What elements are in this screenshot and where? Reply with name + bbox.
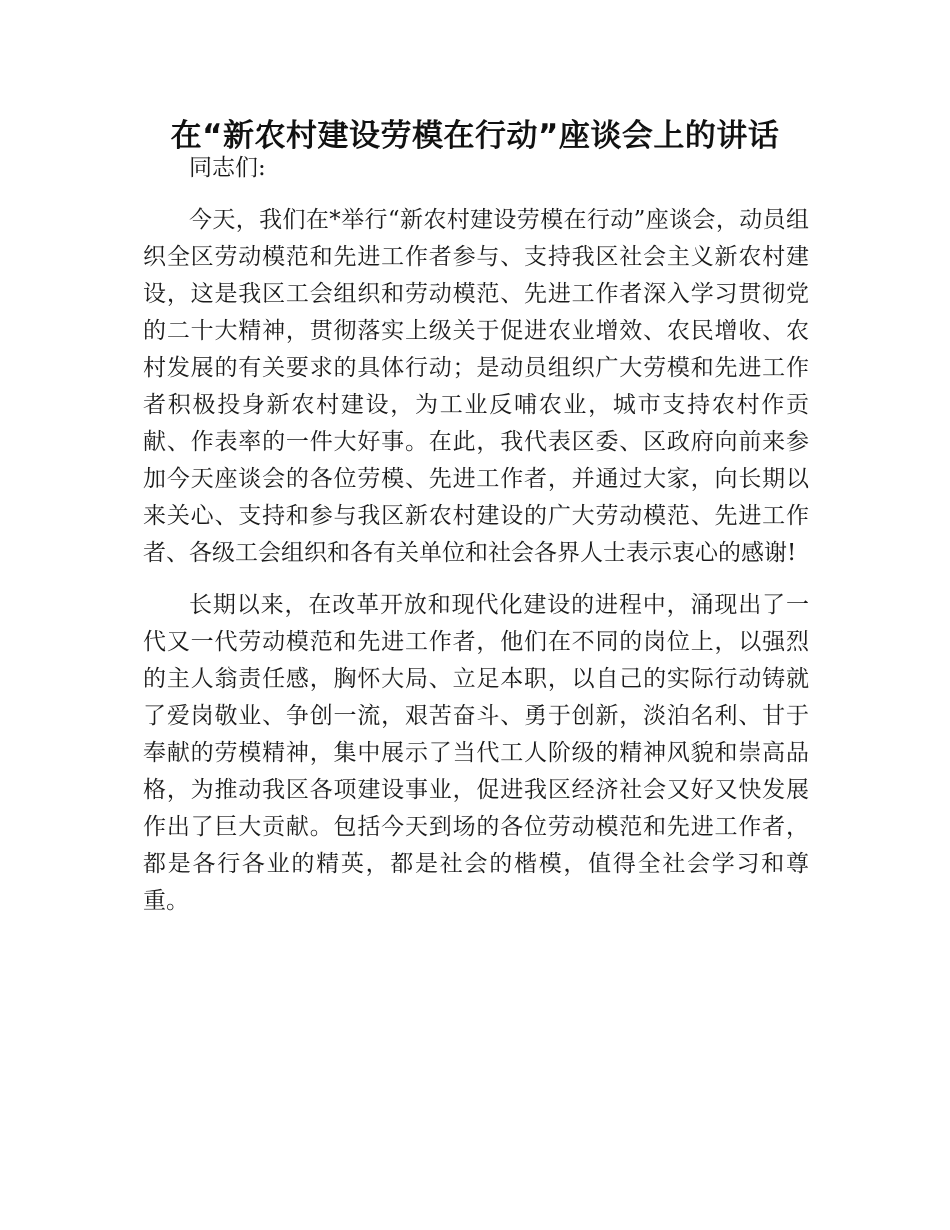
document-title: 在“新农村建设劳模在行动”座谈会上的讲话 — [170, 118, 780, 154]
paragraph-1: 今天，我们在*举行“新农村建设劳模在行动”座谈会，动员组织全区劳动模范和先进工作者参与、支持我区社会主义新农村建设，这是我区工会组织和劳动模范、先进工作者深入学习贯彻党的二十大精神，贯彻落实上级关于促进农业增效、农民增收、农村发展的有关要求的具体行动；是动员组织广大劳模和先进工作者积极投身新农村建设，为工业反哺农业，城市支持农村作贡献、作表率的一件大好事。在此，我代表区委、区政府向前来参加今天座谈会的各位劳模、先进工作者，并通过大家，向长期以来关心、支持和参与我区新农村建设的广大劳动模范、先进工作者、各级工会组织和各有关单位和社会各界人士表示衷心的感谢! — [143, 207, 809, 566]
paragraph-2: 长期以来，在改革开放和现代化建设的进程中，涌现出了一代又一代劳动模范和先进工作者，他们在不同的岗位上，以强烈的主人翁责任感，胸怀大局、立足本职，以自己的实际行动铸就了爱岗敬业、争创一流，艰苦奋斗、勇于创新，淡泊名利、甘于奉献的劳模精神，集中展示了当代工人阶级的精神风貌和崇高品格，为推动我区各项建设事业，促进我区经济社会又好又快发展作出了巨大贡献。包括今天到场的各位劳动模范和先进工作者，都是各行各业的精英，都是社会的楷模，值得全社会学习和尊重。 — [143, 592, 809, 914]
document-body — [143, 150, 809, 935]
salutation: 同志们: — [189, 155, 266, 181]
